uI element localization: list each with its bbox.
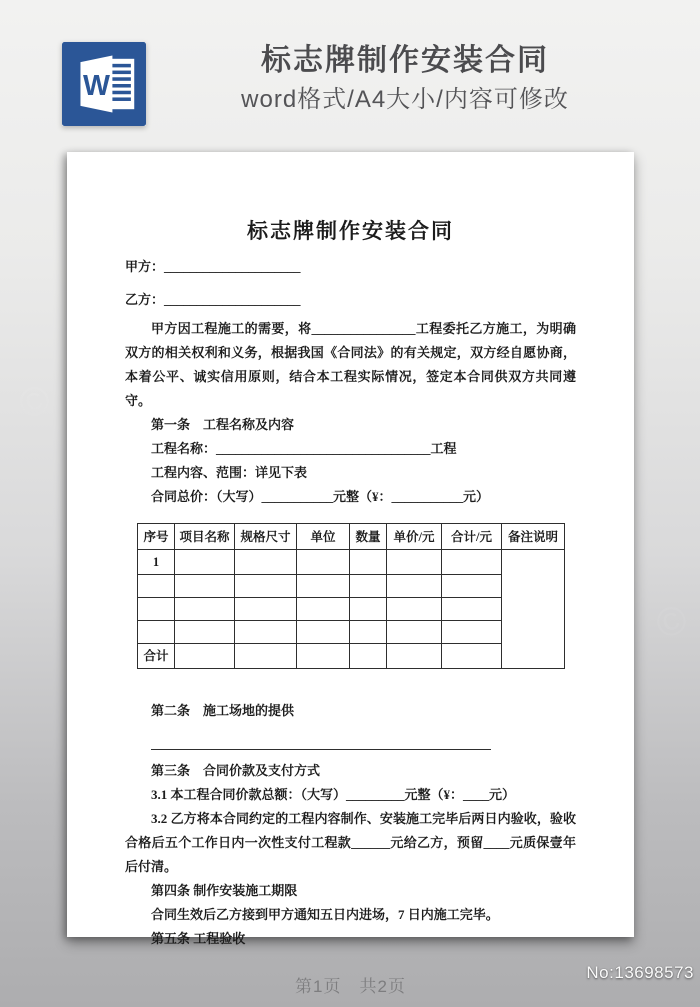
col-header-remarks: 备注说明	[502, 524, 565, 550]
table-row	[138, 575, 565, 598]
contract-title: 标志牌制作安装合同	[247, 219, 454, 243]
clause1-total-price: 合同总价：（大写）___________元整（¥：___________元）	[151, 489, 490, 504]
party-b-line	[125, 287, 576, 312]
background-watermark: ©	[650, 596, 692, 648]
row-index-cell: 1	[138, 550, 175, 575]
header-text	[150, 40, 660, 118]
template-title: 标志牌制作安装合同	[261, 44, 549, 77]
col-header-unit: 单位	[297, 524, 350, 550]
party-a-line	[125, 254, 576, 279]
col-header-spec: 规格尺寸	[235, 524, 297, 550]
table-row	[138, 550, 565, 575]
party-b-blank: _____________________	[164, 292, 301, 307]
table-total-row	[138, 644, 565, 669]
party-a-label: 甲方：	[125, 259, 165, 274]
clause4-heading: 第四条 制作安装施工期限	[151, 883, 298, 898]
table-header-row	[138, 524, 565, 550]
items-table	[137, 523, 565, 669]
serial-number: No:13698573	[586, 963, 694, 982]
blank-line	[151, 749, 491, 750]
word-file-icon	[62, 42, 146, 126]
page-indicator: 第1页 共2页	[295, 977, 406, 996]
header	[0, 0, 700, 150]
party-b-label: 乙方：	[125, 292, 165, 307]
clause2-heading: 第二条 施工场地的提供	[151, 703, 295, 718]
party-a-blank: _____________________	[164, 259, 301, 274]
template-subtitle: word格式/A4大小/内容可修改	[241, 86, 569, 113]
clause1-heading: 第一条 工程名称及内容	[151, 417, 295, 432]
remarks-merged-cell	[502, 550, 565, 669]
table-row	[138, 621, 565, 644]
col-header-item: 项目名称	[175, 524, 235, 550]
clause3-heading: 第三条 合同价款及支付方式	[151, 763, 321, 778]
word-icon-letter: W	[82, 69, 110, 102]
clause5-heading: 第五条 工程验收	[151, 931, 246, 946]
clause3-item1: 3.1 本工程合同价款总额：（大写）_________元整（¥：____元）	[151, 787, 516, 802]
col-header-index: 序号	[138, 524, 175, 550]
col-header-unit-price: 单价/元	[387, 524, 442, 550]
document-page	[67, 152, 634, 996]
col-header-qty: 数量	[350, 524, 387, 550]
table-row	[138, 598, 565, 621]
clause3-item2: 3.2 乙方将本合同约定的工程内容制作、安装施工完毕后两日内验收，验收合格后五个工作日内一次性支付工程款______元给乙方，预留____元质保壹年后付清。	[125, 811, 576, 874]
col-header-subtotal: 合计/元	[442, 524, 502, 550]
background-watermark: ©	[13, 376, 56, 428]
total-label-cell: 合计	[138, 644, 175, 669]
clause4-body: 合同生效后乙方接到甲方通知五日内进场，7 日内施工完毕。	[151, 907, 499, 922]
contract-intro: 甲方因工程施工的需要，将________________工程委托乙方施工，为明确双方的相关权利和义务，根据我国《合同法》的有关规定，双方经自愿协商，本着公平、诚实信用原则，结合本工程实际情况，签定本合同供双方共同遵守。	[125, 321, 576, 408]
clause1-scope: 工程内容、范围：详见下表	[151, 465, 308, 480]
clause1-project-name: 工程名称：_________________________________工程	[151, 441, 457, 456]
